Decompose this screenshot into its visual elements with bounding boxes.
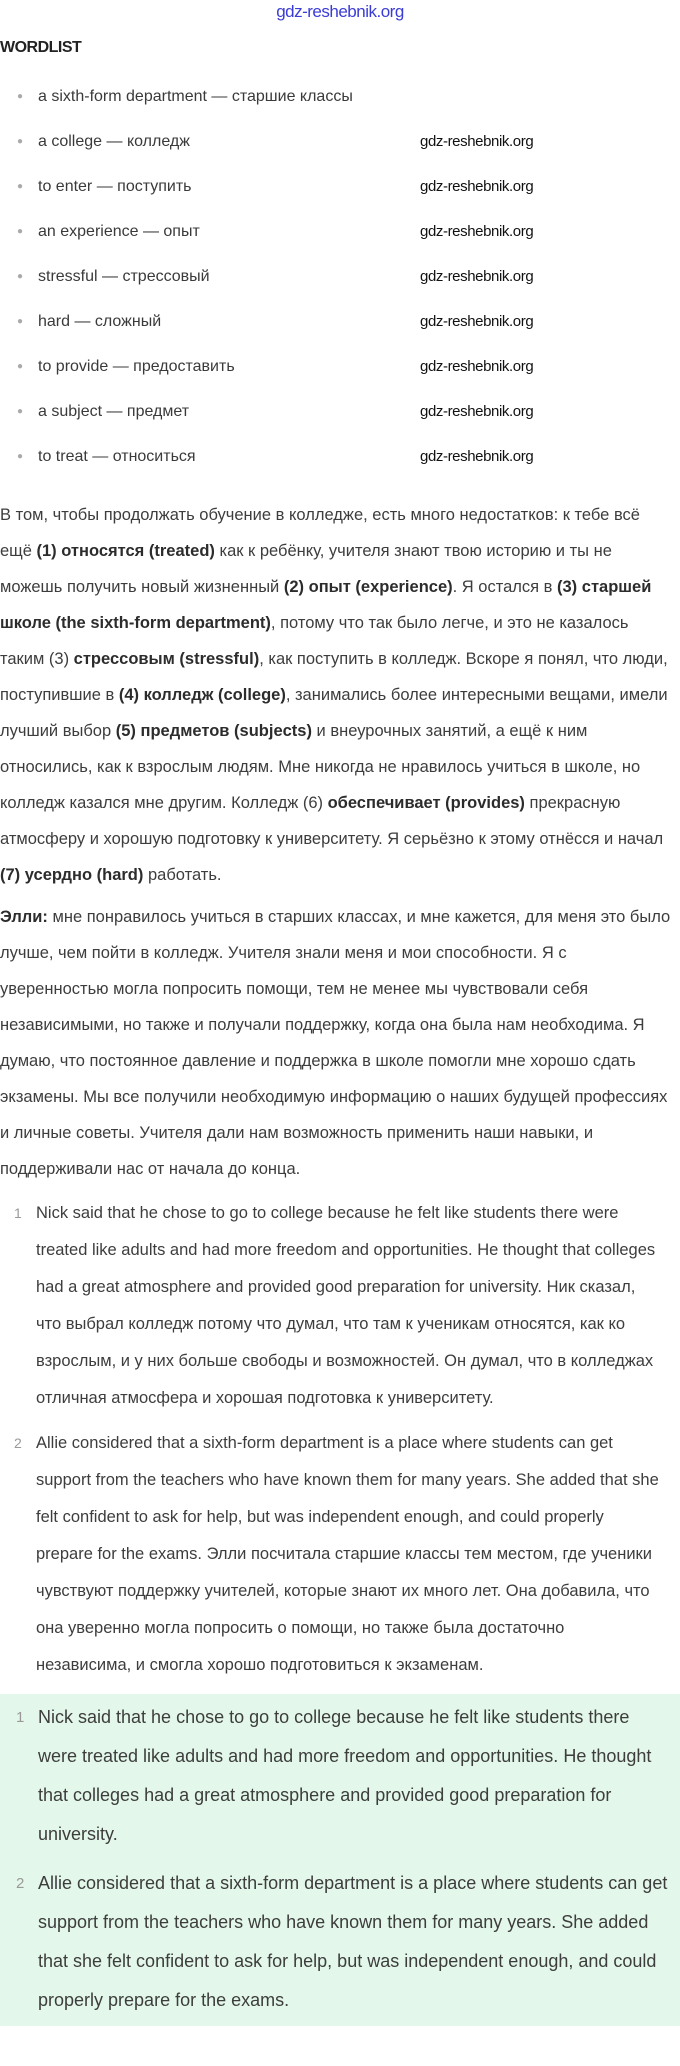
wordlist-item [0, 84, 680, 129]
paragraph-nick [0, 497, 676, 893]
bullet-icon: ● [16, 406, 24, 417]
paragraph-ellie [0, 899, 676, 1187]
text-segment: , потому что так было легче, и это не казалось таким (3) [0, 614, 629, 668]
bullet-icon: ● [16, 361, 24, 372]
watermark-text: gdz-reshebnik.org [420, 448, 534, 465]
highlighted-term: (5) предметов (subjects) [115, 722, 312, 740]
wordlist-item-text: a subject — предмет [38, 403, 190, 420]
answer-text: Allie considered that a sixth-form department is a place where students can get support from the teachers who have known them for many years. She added that she felt confident to ask for help, but was independent enough, and could properly prepare for the exams. Элли посчитала старшие классы тем местом, где ученики чувствуют поддержку учителей, которые знают их много лет. Она добавила, что она уверенно могла попросить о помощи, но также была достаточно независима, и смогла хорошо подготовиться к экзаменам. [36, 1434, 659, 1674]
wordlist-item [0, 174, 680, 219]
wordlist [0, 84, 680, 489]
text-segment: и внеурочных занятий, а ещё к ним относились, как к взрослым людям. Мне никогда не нравилось учиться в школе, но колледж казался мне другим. Колледж (6) [0, 722, 641, 812]
wordlist-title: WORDLIST [0, 39, 82, 56]
wordlist-item-text: to enter — поступить [38, 178, 192, 195]
text-segment: , занимались более интересными вещами, имели лучший выбор [0, 686, 668, 740]
bullet-icon: ● [16, 226, 24, 237]
text-segment: В том, чтобы продолжать обучение в колледже, есть много недостатков: к тебе всё ещё [0, 506, 640, 560]
bullet-icon: ● [16, 181, 24, 192]
highlighted-term: (7) усердно (hard) [0, 866, 144, 884]
highlighted-term: (1) относятся (treated) [36, 542, 215, 560]
item-number: 1 [14, 1205, 22, 1221]
item-number: 2 [14, 1435, 22, 1451]
watermark-text: gdz-reshebnik.org [420, 133, 534, 150]
bullet-icon: ● [16, 91, 24, 102]
wordlist-item-text: a sixth-form department — старшие классы [38, 88, 353, 105]
bullet-icon: ● [16, 316, 24, 327]
wordlist-item [0, 129, 680, 174]
green-answer-item [0, 1698, 670, 1854]
answer-box [0, 1694, 680, 2026]
site-watermark-header: gdz-reshebnik.org [276, 2, 404, 21]
watermark-text: gdz-reshebnik.org [420, 268, 534, 285]
watermark-text: gdz-reshebnik.org [420, 313, 534, 330]
bullet-icon: ● [16, 451, 24, 462]
watermark-text: gdz-reshebnik.org [420, 403, 534, 420]
text-segment: работать. [143, 866, 222, 884]
answer-item [0, 1195, 660, 1417]
wordlist-item-text: a college — колледж [38, 133, 190, 150]
wordlist-item-text: stressful — стрессовый [38, 268, 210, 285]
highlighted-term: обеспечивает (provides) [327, 794, 525, 812]
wordlist-item [0, 309, 680, 354]
answer-text: Allie considered that a sixth-form department is a place where students can get support from the teachers who have known them for many years. She added that she felt confident to ask for help, but was independent enough, and could properly prepare for the exams. [38, 1873, 668, 2010]
text-segment: как к ребёнку, учителя знают твою историю и ты не можешь получить новый жизненный [0, 542, 612, 596]
wordlist-item-text: to provide — предоставить [38, 358, 235, 375]
answer-item [0, 1425, 660, 1684]
wordlist-item [0, 444, 680, 489]
text-segment: мне понравилось учиться в старших классах, и мне кажется, для меня это было лучше, чем пойти в колледж. Учителя знали меня и мои способности. Я с уверенностью могла попросить помощи, тем не менее мы чувствовали себя независимыми, но также и получали поддержку, когда она была нам необходима. Я думаю, что постоянное давление и поддержка в школе помогли мне хорошо сдать экзамены. Мы все получили необходимую информацию о наших будущей профессиях и личные советы. Учителя дали нам возможность применить наши навыки, и поддерживали нас от начала до конца. [0, 908, 671, 1178]
wordlist-item-text: an experience — опыт [38, 223, 200, 240]
highlighted-term: стрессовым (stressful) [73, 650, 260, 668]
bullet-icon: ● [16, 271, 24, 282]
wordlist-item [0, 219, 680, 264]
wordlist-item [0, 399, 680, 444]
watermark-text: gdz-reshebnik.org [420, 358, 534, 375]
highlighted-term: (4) колледж (college) [118, 686, 286, 704]
item-number: 2 [16, 1875, 25, 1892]
item-number: 1 [16, 1709, 25, 1726]
text-segment: , как поступить в колледж. Вскоре я понял, что люди, поступившие в [0, 650, 668, 704]
answer-text: Nick said that he chose to go to college because he felt like students there were treated like adults and had more freedom and opportunities. He thought that colleges had a great atmosphere and provided good preparation for university. Ник сказал, что выбрал колледж потому что думал, что там к ученикам относятся, как ко взрослым, и у них больше свободы и возможностей. Он думал, что в колледжах отличная атмосфера и хорошая подготовка к университету. [36, 1204, 656, 1407]
wordlist-item-text: hard — сложный [38, 313, 162, 330]
bullet-icon: ● [16, 136, 24, 147]
wordlist-item [0, 264, 680, 309]
green-answer-item [0, 1864, 670, 2020]
highlighted-term: (2) опыт (experience) [283, 578, 453, 596]
wordlist-item [0, 354, 680, 399]
wordlist-item-text: to treat — относиться [38, 448, 196, 465]
text-segment: прекрасную атмосферу и хорошую подготовку к университету. Я серьёзно к этому отнёсся и начал [0, 794, 664, 848]
watermark-text: gdz-reshebnik.org [420, 178, 534, 195]
highlighted-term: (3) старшей школе (the sixth-form department) [0, 578, 652, 632]
highlighted-term: Элли: [0, 908, 48, 926]
answer-text: Nick said that he chose to go to college because he felt like students there were treated like adults and had more freedom and opportunities. He thought that colleges had a great atmosphere and provided good preparation for university. [38, 1707, 652, 1844]
text-segment: . Я остался в [452, 578, 558, 596]
watermark-text: gdz-reshebnik.org [420, 223, 534, 240]
